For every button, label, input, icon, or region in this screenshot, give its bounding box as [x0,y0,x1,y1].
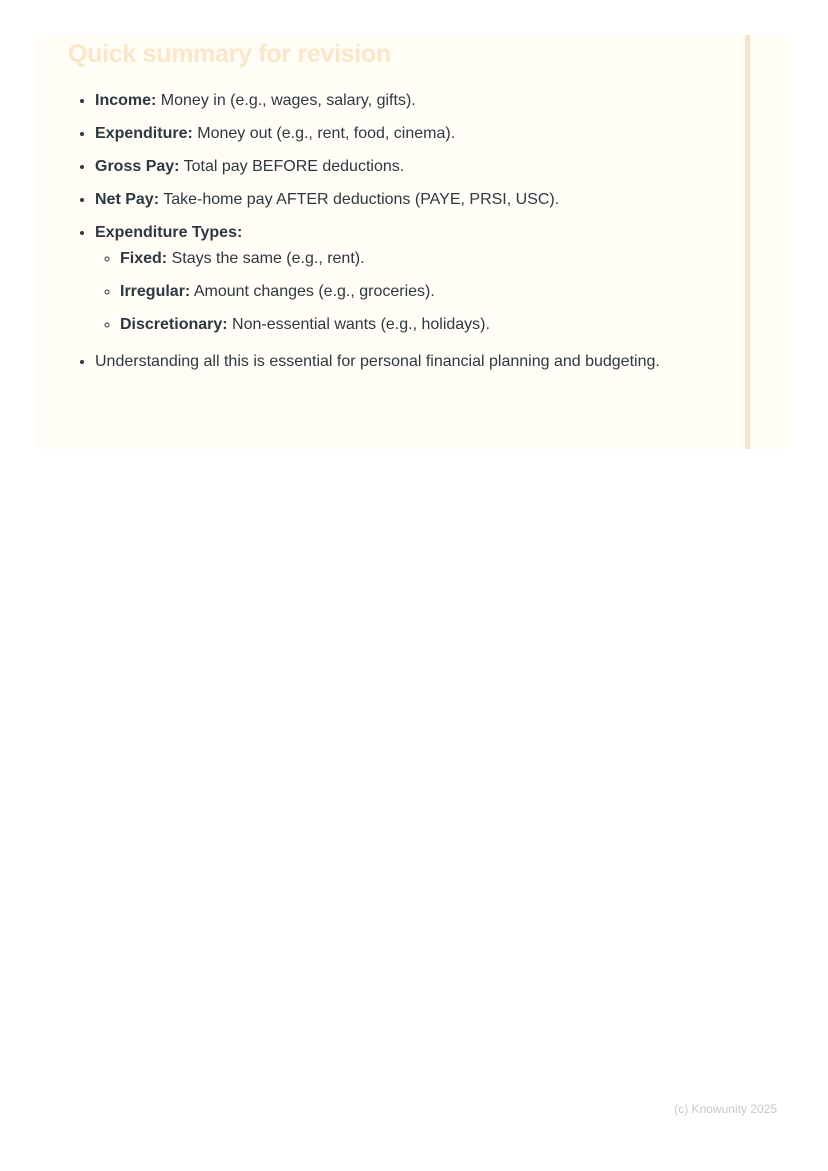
term-label: Gross Pay: [95,158,180,175]
list-item [95,89,710,113]
copyright-text: (c) Knowunity 2025 [674,1102,777,1116]
list-item [95,155,710,179]
sub-list-item [120,313,710,337]
sub-list-item [120,247,710,271]
term-label: Net Pay: [95,191,160,208]
summary-card [36,35,790,449]
list-item [95,188,710,212]
term-definition: Stays the same (e.g., rent). [171,250,365,267]
term-label: Income: [95,92,157,109]
term-definition: Amount changes (e.g., groceries). [193,283,435,300]
card-accent-line [745,35,750,449]
term-label: Expenditure Types: [95,224,243,241]
sub-list [95,247,710,337]
term-label: Expenditure: [95,125,193,142]
list-item [95,221,710,337]
term-label: Discretionary: [120,316,228,333]
term-definition: Take-home pay AFTER deductions (PAYE, PRSI, USC). [163,191,560,208]
page-title: Quick summary for revision [68,40,391,68]
term-definition: Money out (e.g., rent, food, cinema). [197,125,456,142]
closing-note: Understanding all this is essential for personal financial planning and budgeting. [95,353,660,370]
list-item [95,122,710,146]
term-label: Irregular: [120,283,191,300]
sub-list-item [120,280,710,304]
term-definition: Money in (e.g., wages, salary, gifts). [160,92,416,109]
term-definition: Non-essential wants (e.g., holidays). [232,316,490,333]
summary-list [36,89,790,374]
list-item [95,350,710,374]
term-label: Fixed: [120,250,168,267]
term-definition: Total pay BEFORE deductions. [183,158,405,175]
